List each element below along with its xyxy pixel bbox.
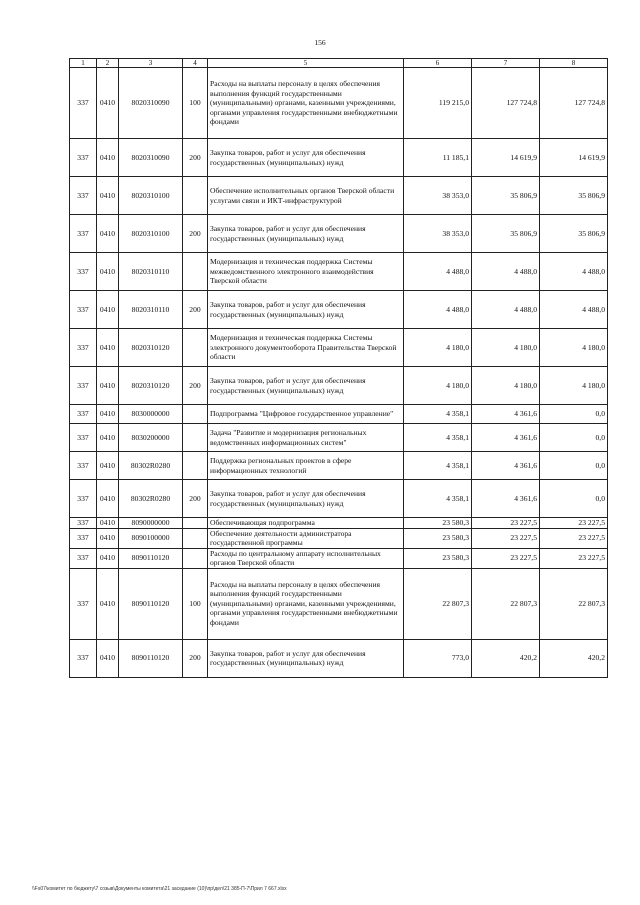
cell-v6: 4 358,1 (404, 405, 472, 424)
cell-c3: 8090110120 (119, 568, 183, 639)
cell-v6: 11 185,1 (404, 139, 472, 177)
cell-c4 (183, 528, 208, 548)
column-header: 1 (70, 59, 97, 68)
table-row (70, 405, 608, 424)
cell-v8: 0,0 (540, 424, 608, 452)
cell-c3: 8090100000 (119, 528, 183, 548)
cell-c4: 200 (183, 139, 208, 177)
cell-c1: 337 (70, 291, 97, 329)
cell-v8: 4 180,0 (540, 367, 608, 405)
column-header: 6 (404, 59, 472, 68)
cell-v6: 38 353,0 (404, 177, 472, 215)
table-row (70, 548, 608, 568)
cell-v6: 38 353,0 (404, 215, 472, 253)
column-header: 4 (183, 59, 208, 68)
cell-v6: 119 215,0 (404, 68, 472, 139)
cell-v8: 0,0 (540, 480, 608, 518)
cell-v8: 35 806,9 (540, 177, 608, 215)
cell-c4: 200 (183, 639, 208, 677)
table-row (70, 291, 608, 329)
cell-v8: 420,2 (540, 639, 608, 677)
cell-c1: 337 (70, 253, 97, 291)
budget-table (69, 58, 608, 678)
cell-v7: 420,2 (472, 639, 540, 677)
cell-v7: 4 180,0 (472, 329, 540, 367)
cell-c4: 100 (183, 568, 208, 639)
cell-c1: 337 (70, 518, 97, 529)
cell-c4 (183, 548, 208, 568)
cell-v7: 4 361,6 (472, 480, 540, 518)
cell-v7: 4 488,0 (472, 253, 540, 291)
cell-text: Обеспечение деятельности администратора государственной программы (208, 528, 404, 548)
cell-c4 (183, 452, 208, 480)
cell-text: Закупка товаров, работ и услуг для обеспечения государственных (муниципальных) нужд (208, 367, 404, 405)
cell-c3: 8020310120 (119, 329, 183, 367)
cell-v6: 4 488,0 (404, 253, 472, 291)
cell-text: Задача "Развитие и модернизация региональных ведомственных информационных систем" (208, 424, 404, 452)
table-row (70, 528, 608, 548)
cell-text: Закупка товаров, работ и услуг для обеспечения государственных (муниципальных) нужд (208, 291, 404, 329)
cell-c2: 0410 (97, 367, 119, 405)
cell-c4: 100 (183, 68, 208, 139)
cell-v7: 4 361,6 (472, 452, 540, 480)
cell-v6: 4 488,0 (404, 291, 472, 329)
cell-c2: 0410 (97, 568, 119, 639)
cell-c2: 0410 (97, 480, 119, 518)
cell-c2: 0410 (97, 452, 119, 480)
cell-c3: 8020310100 (119, 177, 183, 215)
cell-v7: 4 180,0 (472, 367, 540, 405)
cell-text: Закупка товаров, работ и услуг для обеспечения государственных (муниципальных) нужд (208, 215, 404, 253)
page-number: 156 (314, 38, 326, 47)
cell-v8: 35 806,9 (540, 215, 608, 253)
cell-c3: 8030200000 (119, 424, 183, 452)
cell-c1: 337 (70, 480, 97, 518)
cell-v8: 127 724,8 (540, 68, 608, 139)
cell-c3: 8020310110 (119, 291, 183, 329)
column-header: 7 (472, 59, 540, 68)
cell-c4 (183, 329, 208, 367)
column-header: 2 (97, 59, 119, 68)
cell-text: Модернизация и техническая поддержка Системы электронного документооборота Правительства Тверской области (208, 329, 404, 367)
cell-c3: 8090000000 (119, 518, 183, 529)
cell-c3: 8090110120 (119, 548, 183, 568)
cell-c2: 0410 (97, 291, 119, 329)
cell-c4: 200 (183, 480, 208, 518)
cell-c1: 337 (70, 424, 97, 452)
cell-c1: 337 (70, 639, 97, 677)
cell-c2: 0410 (97, 329, 119, 367)
cell-v6: 23 580,3 (404, 528, 472, 548)
table-row (70, 480, 608, 518)
cell-text: Поддержка региональных проектов в сфере информационных технологий (208, 452, 404, 480)
cell-c4: 200 (183, 215, 208, 253)
cell-v8: 22 807,3 (540, 568, 608, 639)
cell-c1: 337 (70, 177, 97, 215)
cell-c3: 80302R0280 (119, 480, 183, 518)
cell-c2: 0410 (97, 253, 119, 291)
cell-c1: 337 (70, 68, 97, 139)
cell-v7: 4 488,0 (472, 291, 540, 329)
table-row (70, 568, 608, 639)
table-row (70, 139, 608, 177)
cell-c2: 0410 (97, 548, 119, 568)
cell-text: Закупка товаров, работ и услуг для обеспечения государственных (муниципальных) нужд (208, 480, 404, 518)
cell-v8: 23 227,5 (540, 518, 608, 529)
cell-v8: 4 488,0 (540, 253, 608, 291)
cell-c2: 0410 (97, 424, 119, 452)
cell-c1: 337 (70, 452, 97, 480)
cell-v7: 14 619,9 (472, 139, 540, 177)
cell-c1: 337 (70, 568, 97, 639)
cell-c2: 0410 (97, 528, 119, 548)
cell-v8: 14 619,9 (540, 139, 608, 177)
cell-text: Модернизация и техническая поддержка Системы межведомственного электронного взаимодействия Тверской области (208, 253, 404, 291)
cell-c2: 0410 (97, 68, 119, 139)
cell-text: Расходы на выплаты персоналу в целях обеспечения выполнения функций государственными (муниципальными) органами, казенными учреждениями, органами управления государственными внебюджетными фондами (208, 68, 404, 139)
cell-c3: 8020310090 (119, 68, 183, 139)
cell-c1: 337 (70, 548, 97, 568)
cell-text: Подпрограмма "Цифровое государственное управление" (208, 405, 404, 424)
table-row (70, 215, 608, 253)
footer-file-path: \\Fs07\комитет по бюджету\7 созыв\Документы комитета\21 заседание (10)\пр\дел\21 385-П-7\Прил 7 667.xlsx (32, 886, 287, 892)
cell-c1: 337 (70, 528, 97, 548)
column-header: 3 (119, 59, 183, 68)
cell-v8: 4 180,0 (540, 329, 608, 367)
cell-c4: 200 (183, 291, 208, 329)
column-header: 5 (208, 59, 404, 68)
cell-v7: 23 227,5 (472, 518, 540, 529)
cell-c4 (183, 424, 208, 452)
cell-c4 (183, 405, 208, 424)
cell-v7: 23 227,5 (472, 528, 540, 548)
cell-v8: 0,0 (540, 405, 608, 424)
cell-c1: 337 (70, 139, 97, 177)
cell-v8: 0,0 (540, 452, 608, 480)
cell-v8: 23 227,5 (540, 548, 608, 568)
cell-v6: 23 580,3 (404, 548, 472, 568)
table-row (70, 518, 608, 529)
table-row (70, 424, 608, 452)
cell-c2: 0410 (97, 177, 119, 215)
table-row (70, 639, 608, 677)
cell-text: Расходы по центральному аппарату исполнительных органов Тверской области (208, 548, 404, 568)
cell-text: Закупка товаров, работ и услуг для обеспечения государственных (муниципальных) нужд (208, 139, 404, 177)
cell-v7: 35 806,9 (472, 215, 540, 253)
cell-v6: 4 358,1 (404, 424, 472, 452)
cell-v6: 4 358,1 (404, 452, 472, 480)
cell-c4: 200 (183, 367, 208, 405)
cell-text: Закупка товаров, работ и услуг для обеспечения государственных (муниципальных) нужд (208, 639, 404, 677)
cell-v6: 4 180,0 (404, 367, 472, 405)
cell-c3: 8020310090 (119, 139, 183, 177)
cell-c3: 8090110120 (119, 639, 183, 677)
cell-c3: 8030000000 (119, 405, 183, 424)
cell-c3: 8020310110 (119, 253, 183, 291)
cell-v6: 4 180,0 (404, 329, 472, 367)
table-row (70, 452, 608, 480)
cell-v6: 23 580,3 (404, 518, 472, 529)
cell-c2: 0410 (97, 639, 119, 677)
cell-v8: 4 488,0 (540, 291, 608, 329)
cell-c1: 337 (70, 215, 97, 253)
table-row (70, 367, 608, 405)
cell-v7: 23 227,5 (472, 548, 540, 568)
cell-v8: 23 227,5 (540, 528, 608, 548)
cell-c3: 80302R0280 (119, 452, 183, 480)
table-body (70, 68, 608, 678)
cell-c4 (183, 253, 208, 291)
cell-v6: 22 807,3 (404, 568, 472, 639)
cell-text: Обеспечение исполнительных органов Тверской области услугами связи и ИКТ-инфраструктурой (208, 177, 404, 215)
cell-c1: 337 (70, 405, 97, 424)
cell-c4 (183, 177, 208, 215)
column-header: 8 (540, 59, 608, 68)
cell-c1: 337 (70, 329, 97, 367)
cell-text: Обеспечивающая подпрограмма (208, 518, 404, 529)
cell-v7: 4 361,6 (472, 405, 540, 424)
table-row (70, 68, 608, 139)
cell-c3: 8020310100 (119, 215, 183, 253)
cell-c3: 8020310120 (119, 367, 183, 405)
table-row (70, 253, 608, 291)
cell-v6: 773,0 (404, 639, 472, 677)
cell-c2: 0410 (97, 405, 119, 424)
cell-c2: 0410 (97, 215, 119, 253)
cell-c2: 0410 (97, 139, 119, 177)
cell-v7: 22 807,3 (472, 568, 540, 639)
cell-v7: 35 806,9 (472, 177, 540, 215)
cell-v6: 4 358,1 (404, 480, 472, 518)
cell-c1: 337 (70, 367, 97, 405)
cell-c2: 0410 (97, 518, 119, 529)
cell-text: Расходы на выплаты персоналу в целях обеспечения выполнения функций государственными (муниципальными) органами, казенными учреждениями, органами управления государственными внебюджетными фондами (208, 568, 404, 639)
table-row (70, 177, 608, 215)
cell-c4 (183, 518, 208, 529)
table-row (70, 329, 608, 367)
cell-v7: 127 724,8 (472, 68, 540, 139)
column-number-row (70, 59, 608, 68)
cell-v7: 4 361,6 (472, 424, 540, 452)
